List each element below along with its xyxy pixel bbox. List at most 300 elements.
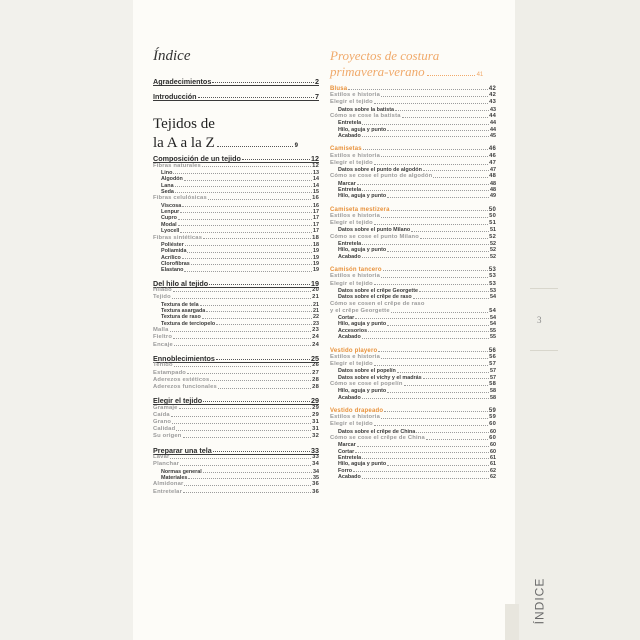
toc-section-entry[interactable] — [330, 146, 496, 152]
entry-page: 48 — [489, 173, 496, 180]
dot-leader — [180, 232, 312, 233]
toc-entry[interactable] — [153, 288, 319, 294]
toc-section-entry[interactable] — [330, 408, 496, 414]
dot-leader — [387, 465, 489, 466]
toc-subentry[interactable] — [330, 443, 496, 448]
entry-label: Cortar — [338, 448, 355, 455]
entry-page: 23 — [313, 320, 319, 327]
toc-entry[interactable] — [153, 196, 319, 202]
entry-label: Entretela — [338, 241, 362, 247]
entry-label: Vestido playero — [330, 347, 378, 354]
entry-page: 50 — [489, 213, 496, 219]
entry-label: Textura asargada — [161, 308, 206, 314]
toc-entry[interactable] — [153, 427, 319, 433]
entry-page: 62 — [490, 467, 496, 474]
entry-page: 51 — [490, 227, 496, 234]
entry-label: Viscosa — [161, 202, 182, 209]
entry-page: 60 — [490, 442, 496, 449]
dot-leader — [411, 231, 489, 232]
dot-leader — [362, 190, 489, 191]
entry-label: Accesorios — [338, 327, 368, 334]
toc-subentry[interactable] — [330, 228, 496, 233]
entry-page: 23 — [312, 327, 319, 334]
dot-leader — [395, 110, 489, 111]
toc-subentry[interactable] — [330, 295, 496, 300]
toc-entry[interactable] — [330, 221, 496, 227]
entry-label: Elegir el tejido — [330, 361, 373, 367]
dot-leader — [203, 472, 312, 473]
entry-label: Hilo, aguja y punto — [338, 321, 387, 328]
toc-entry[interactable] — [153, 363, 319, 369]
entry-label: Estampado — [153, 369, 187, 376]
entry-page: 52 — [490, 253, 496, 260]
dot-leader — [182, 206, 312, 207]
entry-page: 28 — [312, 383, 319, 390]
entry-page: 55 — [490, 334, 496, 341]
entry-label: Hilo, aguja y punto — [338, 388, 387, 395]
toc-subentry[interactable] — [330, 194, 496, 199]
entry-page: 27 — [312, 369, 319, 376]
dot-leader — [423, 170, 489, 171]
toc-subentry[interactable] — [330, 335, 496, 340]
toc-entry[interactable] — [153, 434, 319, 440]
entry-label: Hilo, aguja y punto — [338, 461, 387, 468]
dot-leader — [174, 366, 311, 367]
toc-entry[interactable] — [153, 385, 319, 391]
dot-leader — [362, 244, 489, 245]
entry-label: Marcar — [338, 180, 356, 187]
dot-leader — [172, 298, 311, 299]
toc-entry[interactable] — [330, 174, 496, 180]
dot-leader — [171, 416, 311, 417]
entry-label: Textura de raso — [161, 314, 201, 321]
dot-leader — [381, 217, 488, 218]
section-title-page: 9 — [294, 143, 298, 149]
entry-page: 26 — [312, 362, 319, 369]
entry-label: Entretela — [338, 455, 362, 461]
entry-page: 47 — [490, 167, 496, 173]
dot-leader — [391, 210, 488, 211]
dot-leader — [348, 89, 488, 90]
toc-entry[interactable] — [153, 490, 319, 496]
entry-label: Blusa — [330, 86, 348, 92]
toc-entry[interactable] — [330, 436, 496, 442]
dot-leader — [218, 388, 311, 389]
toc-section-entry[interactable] — [153, 280, 319, 288]
toc-subentry[interactable] — [330, 396, 496, 401]
dot-leader — [173, 173, 312, 174]
entry-page: 33 — [311, 445, 319, 455]
entry-label: Datos sobre el crêpe Georgette — [338, 287, 418, 294]
toc-entry[interactable] — [153, 78, 319, 86]
entry-label: Forro — [338, 467, 353, 474]
entry-page: 43 — [489, 99, 496, 106]
entry-page: 31 — [312, 426, 319, 433]
dot-leader — [203, 238, 311, 239]
entry-label: Clorofibras — [161, 260, 190, 267]
toc-subentry[interactable] — [330, 322, 496, 327]
entry-label: Calidad — [153, 426, 176, 433]
toc-subentry[interactable] — [330, 389, 496, 394]
entry-label: Acabado — [338, 253, 361, 260]
dot-leader — [374, 365, 488, 366]
dot-leader — [362, 124, 489, 125]
toc-entry[interactable] — [153, 328, 319, 334]
entry-page: 60 — [490, 448, 496, 455]
section-title-line: la A a la Z — [153, 135, 215, 151]
dot-leader — [203, 401, 310, 402]
dot-leader — [210, 380, 311, 381]
entry-page: 13 — [313, 169, 319, 176]
dot-leader — [413, 298, 489, 299]
entry-label: Entretela — [338, 120, 362, 127]
entry-label: Cupro — [161, 215, 177, 222]
entry-page: 52 — [490, 247, 496, 254]
entry-label: Estilos e historia — [330, 353, 380, 360]
dot-leader — [180, 465, 311, 466]
entry-page: 61 — [490, 455, 496, 461]
dot-leader — [397, 372, 489, 373]
entry-page: 57 — [490, 368, 496, 375]
entry-label: Textura de tela — [161, 301, 199, 308]
entry-label: Datos sobre el crêpe de raso — [338, 294, 412, 301]
dot-leader — [173, 291, 311, 292]
dot-leader — [173, 338, 311, 339]
entry-label: Acrílico — [161, 254, 181, 261]
toc-section-entry[interactable] — [153, 355, 319, 363]
dot-leader — [176, 430, 311, 431]
entry-page: 19 — [313, 267, 319, 274]
toc-entry[interactable] — [153, 462, 319, 468]
entry-page: 61 — [490, 461, 496, 468]
dot-leader — [381, 358, 488, 359]
toc-entry[interactable] — [153, 343, 319, 349]
entry-label: Vestido drapeado — [330, 408, 384, 414]
toc-entry[interactable] — [153, 413, 319, 419]
entry-page: 54 — [489, 307, 496, 314]
entry-page: 32 — [312, 433, 319, 440]
dot-leader — [381, 418, 488, 419]
dot-leader — [362, 458, 489, 459]
entry-page: 19 — [313, 254, 319, 261]
dot-leader — [184, 485, 311, 486]
entry-page: 58 — [490, 388, 496, 395]
entry-page: 60 — [489, 435, 496, 441]
entry-label: Marcar — [338, 442, 356, 449]
dot-leader — [183, 437, 312, 438]
entry-page: 31 — [312, 419, 319, 425]
entry-page: 60 — [490, 428, 496, 435]
entry-label: Elegir el tejido — [330, 220, 373, 227]
dot-leader — [170, 331, 312, 332]
toc-entry[interactable] — [330, 282, 496, 288]
entry-label: Composición de un tejido — [153, 154, 241, 163]
dot-leader — [362, 136, 489, 137]
entry-label: Cómo se cose el crêpe de China — [330, 435, 425, 441]
toc-subentry[interactable] — [330, 475, 496, 480]
toc-entry[interactable] — [330, 114, 496, 120]
entry-label: Teñido — [153, 362, 173, 369]
toc-entry[interactable] — [153, 295, 319, 301]
entry-label: Almidonar — [153, 481, 184, 488]
dot-leader — [381, 96, 488, 97]
entry-page: 46 — [488, 146, 496, 153]
toc-subentry[interactable] — [153, 268, 319, 273]
toc-subentry[interactable] — [153, 249, 319, 254]
dot-leader — [383, 270, 488, 271]
toc-entry[interactable] — [330, 302, 496, 308]
entry-label: Hilo, aguja y punto — [338, 126, 387, 133]
projects-heading — [330, 48, 483, 83]
entry-label: Cortar — [338, 315, 355, 321]
dot-leader — [208, 199, 311, 200]
toc-entry[interactable] — [153, 236, 319, 242]
dot-leader — [363, 149, 488, 150]
toc-entry[interactable] — [153, 455, 319, 461]
entry-label: Cómo se cosen el crêpe de raso — [330, 300, 425, 307]
entry-page: 53 — [490, 287, 496, 294]
dot-leader — [183, 492, 311, 493]
entry-label: Elegir el tejido — [330, 280, 373, 287]
dot-leader — [355, 318, 489, 319]
entry-label: Cómo se cose la batista — [330, 113, 401, 119]
entry-label: Hilo, aguja y punto — [338, 247, 387, 254]
toc-subentry[interactable] — [330, 121, 496, 126]
entry-page: 29 — [312, 411, 319, 418]
dot-leader — [387, 392, 489, 393]
dot-leader — [402, 117, 488, 118]
toc-entry[interactable] — [330, 235, 496, 241]
toc-entry[interactable] — [330, 355, 496, 361]
toc-subentry[interactable] — [153, 322, 319, 327]
entry-label: Datos sobre el punto de algodón — [338, 167, 422, 173]
toc-entry[interactable] — [330, 93, 496, 99]
toc-section-entry[interactable] — [330, 207, 496, 213]
toc-subentry[interactable] — [330, 248, 496, 253]
toc-subentry[interactable] — [330, 255, 496, 260]
dot-leader — [362, 338, 489, 339]
toc-entry[interactable] — [330, 154, 496, 160]
dot-leader — [182, 258, 312, 259]
entry-label: Algodón — [161, 176, 183, 183]
dot-leader — [387, 325, 489, 326]
entry-page: 16 — [312, 195, 319, 202]
entry-label: Lana — [161, 182, 174, 189]
toc-subentry[interactable] — [153, 216, 319, 221]
entry-page: 19 — [311, 278, 319, 288]
entry-page: 55 — [490, 327, 496, 334]
toc-section-entry[interactable] — [330, 348, 496, 354]
entry-label: Camiseta mestizera — [330, 206, 390, 213]
entry-page: 34 — [313, 468, 319, 475]
entry-label: Caída — [153, 411, 170, 418]
entry-page: 57 — [489, 361, 496, 367]
entry-page: 19 — [313, 248, 319, 255]
dot-leader — [387, 197, 489, 198]
dot-leader — [209, 284, 310, 285]
entry-page: 20 — [312, 287, 319, 294]
entry-page: 12 — [311, 154, 319, 163]
dot-leader — [357, 446, 489, 447]
entry-label: Poliéster — [161, 241, 184, 248]
toc-entry[interactable] — [330, 415, 496, 421]
entry-label: Textura de terciopelo — [161, 320, 216, 327]
entry-label: Camisetas — [330, 146, 362, 153]
toc-entry[interactable] — [330, 100, 496, 106]
dot-leader — [200, 305, 312, 306]
margin-rule — [530, 350, 558, 351]
toc-entry[interactable] — [330, 382, 496, 388]
entry-page: 54 — [490, 294, 496, 301]
entry-label: Tejido — [153, 294, 171, 301]
toc-entry[interactable] — [330, 422, 496, 428]
toc-section-entry[interactable] — [153, 447, 319, 455]
entry-page: 14 — [313, 176, 319, 183]
entry-page: 47 — [489, 159, 496, 166]
dot-leader — [374, 164, 488, 165]
facing-page-edge — [515, 0, 640, 640]
projects-heading-page: 41 — [476, 72, 484, 78]
entry-label: Gramaje — [153, 404, 178, 411]
entry-page: 21 — [313, 308, 319, 314]
dot-leader — [191, 264, 312, 265]
entry-label: Lyocell — [161, 228, 180, 235]
toc-entry[interactable] — [153, 164, 319, 170]
dot-leader — [357, 184, 489, 185]
toc-entry[interactable] — [153, 371, 319, 377]
entry-label: Su origen — [153, 433, 182, 440]
dot-leader — [374, 103, 488, 104]
entry-page: 28 — [312, 376, 319, 383]
dot-leader — [404, 385, 489, 386]
entry-label: Datos sobre el vichy y el madrás — [338, 374, 422, 381]
entry-page: 24 — [312, 334, 319, 341]
toc-subentry[interactable] — [330, 462, 496, 467]
entry-page: 29 — [312, 404, 319, 411]
dot-leader — [374, 425, 488, 426]
entry-page: 14 — [313, 182, 319, 189]
entry-label: Acabado — [338, 474, 361, 481]
entry-label: Lenpur — [161, 208, 180, 215]
entry-label: Fibras celulósicas — [153, 195, 207, 202]
toc-entry[interactable] — [153, 335, 319, 341]
dot-leader — [185, 245, 312, 246]
entry-page: 24 — [312, 341, 319, 348]
entry-label: Del hilo al tejido — [153, 278, 209, 288]
entry-label: Hilado — [153, 287, 172, 294]
dot-leader — [374, 284, 488, 285]
toc-subentry[interactable] — [153, 184, 319, 189]
toc-subentry[interactable] — [153, 210, 319, 215]
entry-label: Poliamida — [161, 248, 187, 255]
entry-label: Hilo, aguja y punto — [338, 193, 387, 200]
entry-page: 33 — [312, 454, 319, 461]
entry-page: 60 — [489, 421, 496, 428]
entry-page: 18 — [313, 241, 319, 248]
page-number: 3 — [537, 315, 542, 325]
entry-label: y el crêpe Georgette — [330, 307, 390, 314]
dot-leader — [174, 345, 311, 346]
entry-label: Elastano — [161, 267, 184, 274]
toc-entry[interactable] — [330, 161, 496, 167]
toc-subentry[interactable] — [330, 134, 496, 139]
toc-section-entry[interactable] — [330, 86, 496, 92]
toc-entry[interactable] — [153, 406, 319, 412]
entry-page: 57 — [490, 374, 496, 381]
toc-entry[interactable] — [153, 420, 319, 426]
entry-label: Estilos e historia — [330, 92, 380, 99]
dot-leader — [170, 458, 311, 459]
entry-page: 35 — [313, 474, 319, 481]
entry-page: 22 — [313, 314, 319, 321]
entry-label: Planchar — [153, 461, 180, 468]
side-label: ÍNDICE — [532, 577, 547, 625]
dot-leader — [213, 451, 310, 452]
entry-page: 62 — [490, 474, 496, 481]
toc-subentry[interactable] — [153, 177, 319, 182]
entry-label: Fieltro — [153, 334, 173, 341]
entry-label: Modal — [161, 221, 177, 228]
entry-label: Cómo se cose el punto de algodón — [330, 173, 433, 180]
entry-label: Lavar — [153, 454, 170, 461]
dot-leader — [187, 252, 312, 253]
entry-page: 44 — [490, 126, 496, 133]
entry-label: Elegir el tejido — [330, 99, 373, 106]
entry-label: Lino — [161, 169, 173, 176]
toc-entry[interactable] — [330, 274, 496, 280]
entry-label: Acabado — [338, 394, 361, 401]
toc-entry[interactable] — [153, 482, 319, 488]
toc-subentry[interactable] — [153, 315, 319, 320]
dot-leader — [180, 212, 312, 213]
entry-label: Malla — [153, 327, 169, 334]
toc-section-entry[interactable] — [330, 267, 496, 273]
entry-label: Ennoblecimientos — [153, 353, 215, 363]
entry-label: Fibras naturales — [153, 162, 201, 169]
dot-leader — [353, 471, 489, 472]
dot-leader — [178, 225, 312, 226]
entry-page: 17 — [313, 228, 319, 235]
dot-leader — [426, 439, 488, 440]
entry-label: Estilos e historia — [330, 414, 380, 421]
entry-label: Cómo se cose el punto Milano — [330, 233, 420, 240]
toc-subentry[interactable] — [153, 229, 319, 234]
entry-label: Fibras sintéticas — [153, 234, 203, 241]
entry-label: Acabado — [338, 133, 361, 139]
toc-entry[interactable] — [153, 378, 319, 384]
entry-page: 53 — [488, 267, 496, 274]
toc-section-entry[interactable] — [153, 155, 319, 163]
toc-entry[interactable] — [330, 214, 496, 220]
entry-page: 25 — [311, 353, 319, 363]
entry-label: Encaje — [153, 341, 173, 348]
toc-subentry[interactable] — [330, 369, 496, 374]
section-title-line: Tejidos de — [153, 116, 215, 132]
dot-leader — [381, 156, 488, 157]
dot-leader — [368, 331, 489, 332]
toc-entry[interactable] — [153, 93, 319, 101]
dot-leader — [175, 186, 312, 187]
entry-label: Seda — [161, 188, 174, 195]
entry-page: 19 — [313, 260, 319, 267]
toc-entry[interactable] — [330, 362, 496, 368]
dot-leader — [184, 271, 312, 272]
entry-page: 56 — [488, 347, 496, 354]
dot-leader — [216, 324, 312, 325]
entry-page: 29 — [311, 396, 319, 406]
toc-entry[interactable] — [330, 309, 496, 315]
entry-page: 50 — [488, 206, 496, 213]
